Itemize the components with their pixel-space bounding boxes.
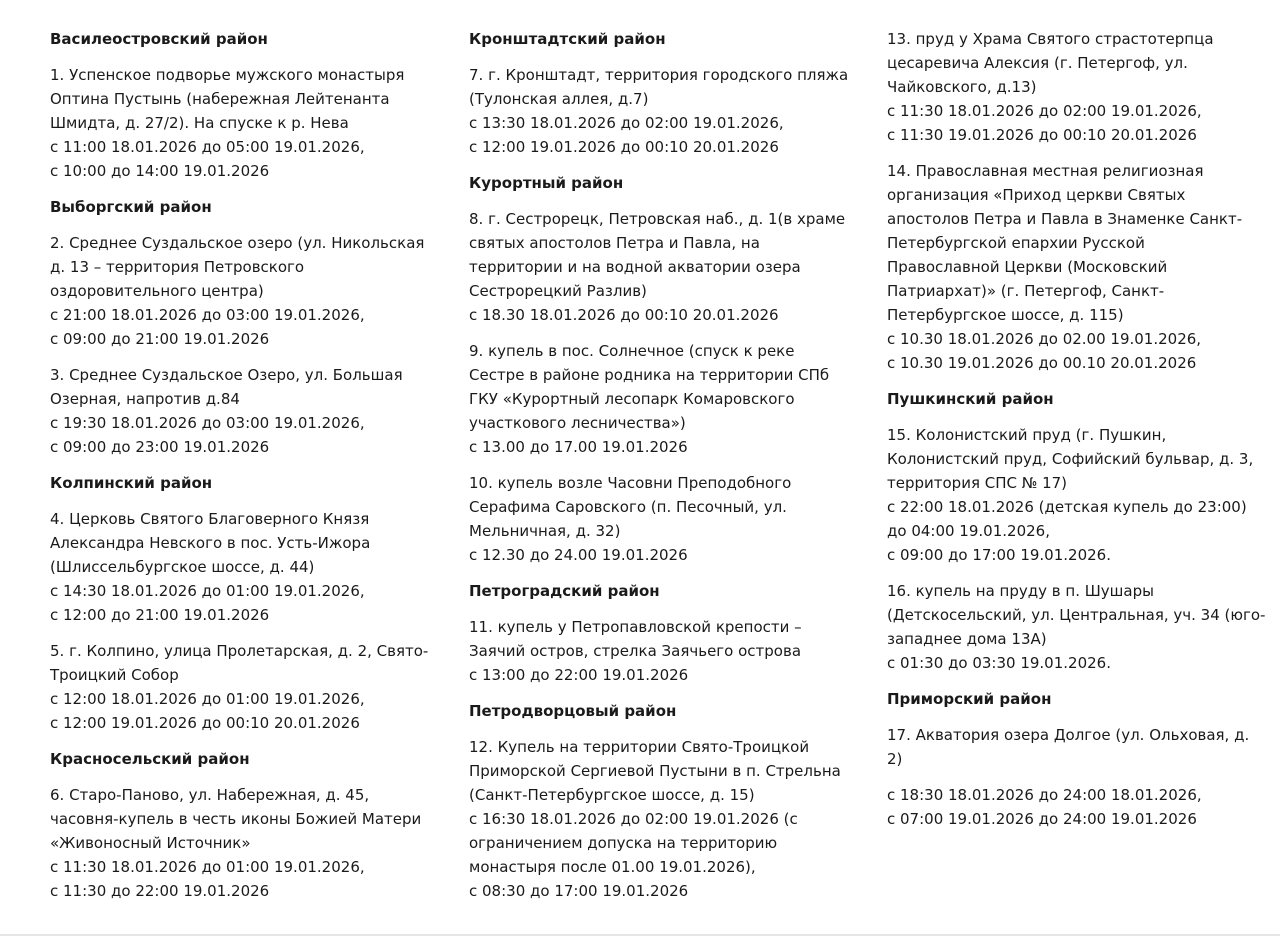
district-heading: Петродворцовый район: [469, 702, 677, 720]
entry-line: с 07:00 19.01.2026 до 24:00 19.01.2026: [887, 810, 1197, 828]
location-entry: [50, 507, 445, 627]
location-entry: [469, 735, 869, 903]
district-heading: Выборгский район: [50, 198, 212, 216]
entry-line: 17. Акватория озера Долгое (ул. Ольховая, д.: [887, 726, 1250, 744]
column-1: [50, 27, 445, 903]
entry-line: 15. Колонистский пруд (г. Пушкин,: [887, 426, 1167, 444]
location-entry: [50, 639, 445, 735]
column-2: [469, 27, 869, 903]
entry-line: с 10.30 18.01.2026 до 02.00 19.01.2026,: [887, 330, 1202, 348]
entry-line: 12. Купель на территории Свято-Троицкой: [469, 738, 810, 756]
entry-line: до 04:00 19.01.2026,: [887, 522, 1050, 540]
entry-line: 1. Успенское подворье мужского монастыря: [50, 66, 405, 84]
entry-line: 6. Старо-Паново, ул. Набережная, д. 45,: [50, 786, 370, 804]
district-heading: Василеостровский район: [50, 30, 268, 48]
location-entry: [50, 63, 445, 183]
entry-line: Александра Невского в пос. Усть-Ижора: [50, 534, 371, 552]
district-heading: Приморский район: [887, 690, 1052, 708]
entry-line: с 22:00 18.01.2026 (детская купель до 23:00): [887, 498, 1247, 516]
entry-line: 3. Среднее Суздальское Озеро, ул. Большая: [50, 366, 403, 384]
entry-line: с 11:30 19.01.2026 до 00:10 20.01.2026: [887, 126, 1197, 144]
entry-line: Оптина Пустынь (набережная Лейтенанта: [50, 90, 390, 108]
entry-line: с 11:30 18.01.2026 до 01:00 19.01.2026,: [50, 858, 365, 876]
entry-line: цесаревича Алексия (г. Петергоф, ул.: [887, 54, 1188, 72]
entry-line: 10. купель возле Часовни Преподобного: [469, 474, 792, 492]
entry-line: Петербургской епархии Русской: [887, 234, 1145, 252]
entry-line: Патриархат)» (г. Петергоф, Санкт-: [887, 282, 1165, 300]
entry-line: с 16:30 18.01.2026 до 02:00 19.01.2026 (с: [469, 810, 798, 828]
entry-line: с 12:00 18.01.2026 до 01:00 19.01.2026,: [50, 690, 365, 708]
entry-line: 16. купель на пруду в п. Шушары: [887, 582, 1154, 600]
entry-line: с 09:00 до 23:00 19.01.2026: [50, 438, 270, 456]
entry-line: 8. г. Сестрорецк, Петровская наб., д. 1(в храме: [469, 210, 846, 228]
entry-line: Приморской Сергиевой Пустыни в п. Стрельна: [469, 762, 841, 780]
entry-line: с 13:30 18.01.2026 до 02:00 19.01.2026,: [469, 114, 784, 132]
entry-line: с 12:00 до 21:00 19.01.2026: [50, 606, 270, 624]
entry-line: Озерная, напротив д.84: [50, 390, 240, 408]
entry-line: с 11:30 18.01.2026 до 02:00 19.01.2026,: [887, 102, 1202, 120]
location-entry: [469, 63, 869, 159]
location-entry: [887, 579, 1272, 675]
location-entry: [50, 783, 445, 903]
entry-line: Шмидта, д. 27/2). На спуске к р. Нева: [50, 114, 349, 132]
entry-line: 11. купель у Петропавловской крепости –: [469, 618, 802, 636]
entry-line: западнее дома 13А): [887, 630, 1047, 648]
district-heading: Пушкинский район: [887, 390, 1054, 408]
entry-line: с 09:00 до 17:00 19.01.2026.: [887, 546, 1111, 564]
district-heading: Колпинский район: [50, 474, 213, 492]
entry-line: Сестрорецкий Разлив): [469, 282, 647, 300]
entry-line: ГКУ «Курортный лесопарк Комаровского: [469, 390, 795, 408]
entry-line: Петербургское шоссе, д. 115): [887, 306, 1124, 324]
entry-line: с 14:30 18.01.2026 до 01:00 19.01.2026,: [50, 582, 365, 600]
district-heading: Красносельский район: [50, 750, 250, 768]
entry-line: Сестре в районе родника на территории СПб: [469, 366, 830, 384]
entry-line: с 11:00 18.01.2026 до 05:00 19.01.2026,: [50, 138, 365, 156]
entry-line: д. 13 – территория Петровского: [50, 258, 305, 276]
entry-line: 9. купель в пос. Солнечное (спуск к реке: [469, 342, 795, 360]
entry-line: (Тулонская аллея, д.7): [469, 90, 649, 108]
entry-line: монастыря после 01.00 19.01.2026),: [469, 858, 756, 876]
column-3: [887, 27, 1272, 831]
entry-line: с 10:00 до 14:00 19.01.2026: [50, 162, 270, 180]
entry-line: 2): [887, 750, 903, 768]
location-entry: [469, 471, 869, 567]
entry-line: с 13:00 до 22:00 19.01.2026: [469, 666, 689, 684]
entry-line: Серафима Саровского (п. Песочный, ул.: [469, 498, 787, 516]
entry-line: с 13.00 до 17.00 19.01.2026: [469, 438, 688, 456]
district-heading: Кронштадтский район: [469, 30, 666, 48]
entry-line: 7. г. Кронштадт, территория городского пляжа: [469, 66, 849, 84]
entry-line: с 12.30 до 24.00 19.01.2026: [469, 546, 688, 564]
entry-line: оздоровительного центра): [50, 282, 264, 300]
location-entry: [50, 363, 445, 459]
district-heading: Петроградский район: [469, 582, 660, 600]
entry-line: территория СПС № 17): [887, 474, 1068, 492]
location-entry: [887, 159, 1272, 375]
entry-line: Троицкий Собор: [50, 666, 179, 684]
entry-line: [887, 771, 1272, 783]
entry-line: 4. Церковь Святого Благоверного Князя: [50, 510, 370, 528]
entry-line: с 08:30 до 17:00 19.01.2026: [469, 882, 689, 900]
entry-line: организация «Приход церкви Святых: [887, 186, 1186, 204]
entry-line: с 10.30 19.01.2026 до 00.10 20.01.2026: [887, 354, 1197, 372]
entry-line: территории и на водной акватории озера: [469, 258, 801, 276]
location-entry: [469, 339, 869, 459]
entry-line: ограничением допуска на территорию: [469, 834, 778, 852]
entry-line: (Шлиссельбургское шоссе, д. 44): [50, 558, 315, 576]
entry-line: с 18.30 18.01.2026 до 00:10 20.01.2026: [469, 306, 779, 324]
entry-line: апостолов Петра и Павла в Знаменке Санкт-: [887, 210, 1243, 228]
entry-line: часовня-купель в честь иконы Божией Матери: [50, 810, 422, 828]
location-entry: [887, 27, 1272, 147]
entry-line: «Живоносный Источник»: [50, 834, 251, 852]
entry-line: с 18:30 18.01.2026 до 24:00 18.01.2026,: [887, 786, 1202, 804]
entry-line: с 12:00 19.01.2026 до 00:10 20.01.2026: [469, 138, 779, 156]
location-entry: [469, 207, 869, 327]
entry-line: с 11:30 до 22:00 19.01.2026: [50, 882, 270, 900]
entry-line: с 01:30 до 03:30 19.01.2026.: [887, 654, 1111, 672]
location-entry: [887, 423, 1272, 567]
entry-line: (Санкт-Петербургское шоссе, д. 15): [469, 786, 755, 804]
entry-line: с 21:00 18.01.2026 до 03:00 19.01.2026,: [50, 306, 365, 324]
location-entry: [469, 615, 869, 687]
entry-line: святых апостолов Петра и Павла, на: [469, 234, 760, 252]
entry-line: с 12:00 19.01.2026 до 00:10 20.01.2026: [50, 714, 360, 732]
entry-line: Заячий остров, стрелка Заячьего острова: [469, 642, 802, 660]
entry-line: участкового лесничества»): [469, 414, 686, 432]
district-heading: Курортный район: [469, 174, 624, 192]
entry-line: Православной Церкви (Московский: [887, 258, 1168, 276]
entry-line: 5. г. Колпино, улица Пролетарская, д. 2, Свято-: [50, 642, 429, 660]
entry-line: (Детскосельский, ул. Центральная, уч. 34 (юго-: [887, 606, 1266, 624]
entry-line: 13. пруд у Храма Святого страстотерпца: [887, 30, 1214, 48]
location-entry: [50, 231, 445, 351]
entry-line: с 09:00 до 21:00 19.01.2026: [50, 330, 270, 348]
location-entry: [887, 723, 1272, 831]
entry-line: 2. Среднее Суздальское озеро (ул. Никольская: [50, 234, 425, 252]
entry-line: Колонистский пруд, Софийский бульвар, д. 3,: [887, 450, 1254, 468]
entry-line: Мельничная, д. 32): [469, 522, 621, 540]
entry-line: 14. Православная местная религиозная: [887, 162, 1204, 180]
entry-line: с 19:30 18.01.2026 до 03:00 19.01.2026,: [50, 414, 365, 432]
entry-line: Чайковского, д.13): [887, 78, 1037, 96]
